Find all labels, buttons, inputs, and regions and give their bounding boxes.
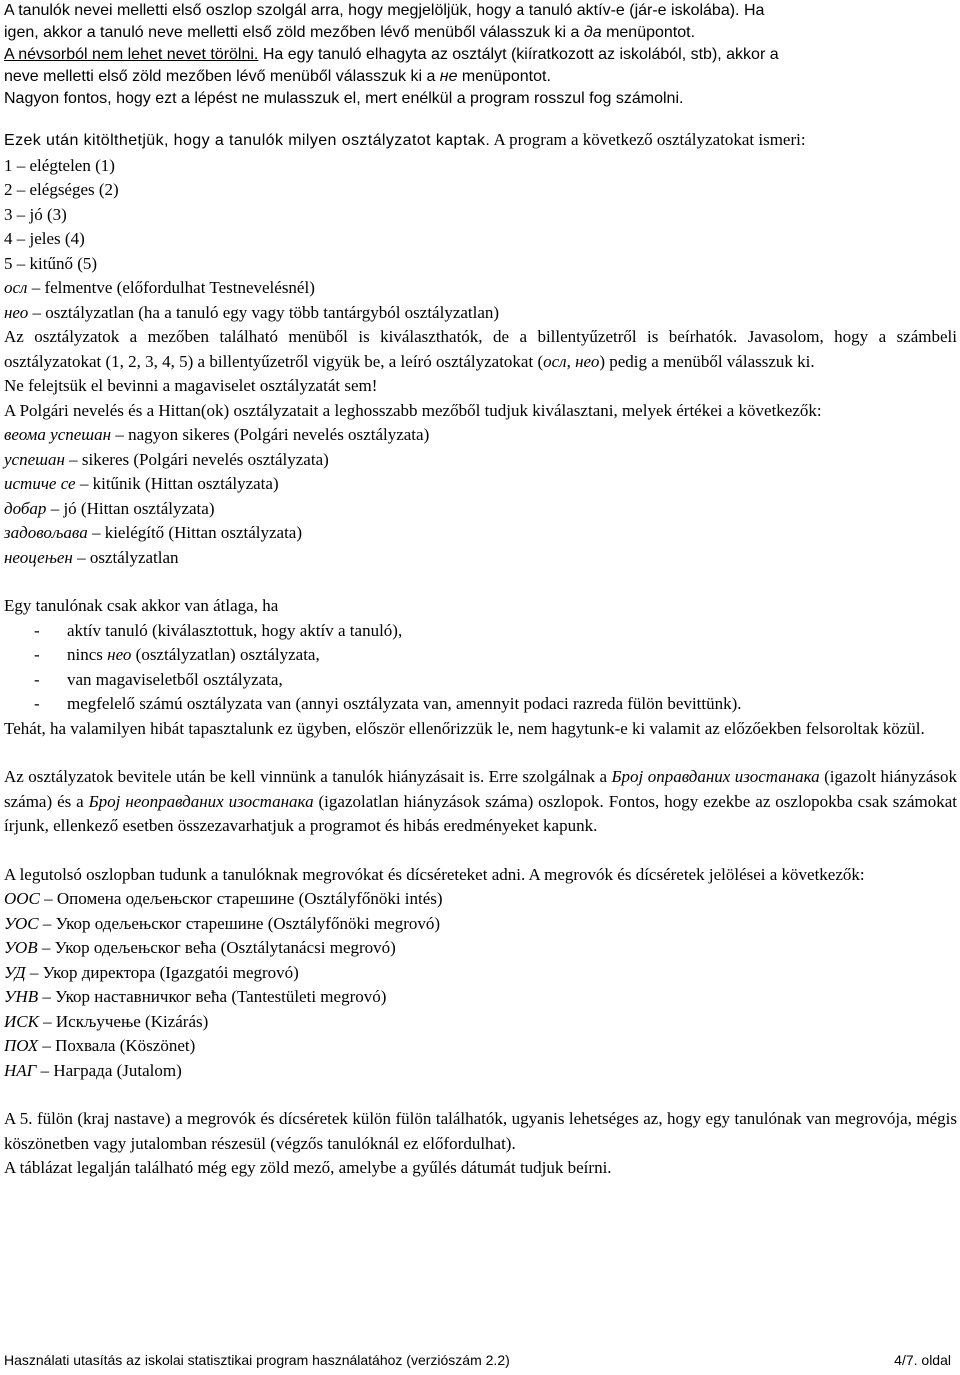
condition-text: aktív tanuló (kiválasztottuk, hogy aktív a tanuló), (67, 620, 403, 640)
condition-text: nincs (67, 645, 108, 664)
religion-desc: – jó (Hittan osztályzata) (46, 498, 215, 518)
religion-desc: – kitűnik (Hittan osztályzata) (75, 474, 279, 493)
absence-text: (igazolt hiányzások száma) és a (4, 767, 957, 811)
intro-text: neve melletti első zöld mezőben lévő menüből válasszuk ki a (4, 68, 440, 85)
intro-line-3 (4, 44, 957, 66)
religion-desc: – sikeres (Polgári nevelés osztályzata) (64, 449, 329, 469)
civic-religion-intro: A Polgári nevelés és a Hittan(ok) osztályzatait a leghosszabb mezőből tudjuk kiválasztani, melyek értékei a következők: (4, 400, 822, 420)
religion-term: успешан (4, 449, 65, 469)
praise-item (4, 936, 957, 961)
praise-abbr: НАГ (4, 1060, 37, 1080)
praise-desc: – Искључење (Kizárás) (38, 1011, 209, 1031)
praise-desc: – Укор наставничког већа (Tantestületi megrovó) (38, 987, 387, 1006)
praise-desc: – Награда (Jutalom) (36, 1060, 182, 1080)
grade-item-osl (4, 276, 957, 301)
praise-abbr: УД (4, 962, 26, 982)
document-page (4, 0, 957, 1181)
praise-item (4, 1059, 957, 1084)
religion-term: добар (4, 498, 47, 518)
religion-grade-list (4, 423, 957, 570)
delete-warning: A névsorból nem lehet nevet törölni. (4, 46, 259, 63)
condition-text: van magaviseletből osztályzata, (67, 669, 283, 689)
praise-desc: – Укор директора (Igazgatói megrovó) (25, 962, 299, 982)
footer-title: Használati utasítás az iskolai statisztikai program használatához (verziószám 2.2) (4, 1352, 510, 1368)
religion-grade-item (4, 546, 957, 571)
religion-term: веома успешан (4, 425, 112, 444)
praise-list (4, 887, 957, 1083)
grades-paragraph (4, 325, 957, 374)
absence-text: (igazolatlan hiányzások száma) oszlopok. Fontos, hogy ezekbe az oszlopokba csak számokat írjunk, ellenkező esetben összezavarhatjuk a programot és hibás eredményeket kapunk. (4, 791, 958, 835)
grade-desc: – osztályzatlan (ha a tanuló egy vagy több tantárgyból osztályzatlan) (28, 302, 500, 322)
praise-abbr: ООС (4, 889, 40, 908)
religion-grade-item (4, 497, 957, 522)
intro-line-4 (4, 66, 957, 88)
grade-item: 1 – elégtelen (1) (4, 155, 115, 175)
religion-grade-item (4, 423, 957, 448)
intro-section (4, 0, 957, 110)
religion-term: истиче се (4, 474, 76, 493)
grades-list (4, 154, 957, 326)
body-section (4, 128, 957, 1181)
page-footer (4, 1352, 951, 1368)
average-condition: - megfelelő számú osztályzata van (annyi osztályzata van, amennyit podaci razreda fülön bevittünk). (34, 694, 742, 713)
intro-text: menüpontot. (601, 24, 696, 41)
conduct-reminder: Ne felejtsük el bevinni a magaviselet osztályzatát sem! (4, 376, 378, 395)
grades-intro-a: Ezek után kitölthetjük, hogy a tanulók milyen osztályzatot kaptak. (4, 132, 491, 149)
grades-text: ) pedig a menüből válasszuk ki. (599, 351, 815, 371)
religion-grade-item (4, 448, 957, 473)
grade-item: 4 – jeles (4) (4, 229, 85, 248)
praise-abbr: УОС (4, 913, 39, 933)
grade-item-neo (4, 301, 957, 326)
closing-paragraph: A 5. fülön (kraj nastave) a megrovók és dícséretek külön fülön találhatók, ugyanis lehetséges az, hogy egy tanulónak van megrovója, mégis köszönetben vagy jutalomban részesül (végzős tanulóknál ez előfordulhat). (4, 1109, 957, 1153)
religion-desc: – nagyon sikeres (Polgári nevelés osztályzata) (111, 425, 430, 444)
religion-grade-item (4, 472, 957, 497)
grade-item: 3 – jó (3) (4, 204, 67, 224)
average-condition: - van magaviseletből osztályzata, (34, 669, 283, 689)
page-number: 4/7. oldal (894, 1352, 951, 1368)
condition-text: megfelelő számú osztályzata van (annyi osztályzata van, amennyit podaci razreda fülön bevittünk). (67, 694, 742, 713)
unjustified-absences-term: Број неоправданих изостанака (88, 791, 314, 811)
grades-text: , (566, 351, 576, 371)
neo-term: нео (4, 302, 29, 322)
praise-abbr: УОВ (4, 938, 38, 957)
praise-abbr: ПОХ (4, 1036, 39, 1055)
praise-item (4, 985, 957, 1010)
average-conditions-list (4, 619, 957, 717)
praise-desc: – Укор одељењског старешине (Osztályfőnöki megrovó) (38, 913, 441, 933)
osl-term: осл (4, 278, 28, 297)
grades-intro (4, 128, 957, 154)
intro-text: igen, akkor a tanuló neve melletti első zöld mezőben lévő menüből válasszuk ki a (4, 24, 584, 41)
grades-intro-b: A program a következő osztályzatokat ismeri: (490, 130, 806, 149)
praise-item (4, 912, 957, 937)
average-condition: - nincs нео (osztályzatlan) osztályzata, (34, 645, 320, 664)
grade-desc: – felmentve (előfordulhat Testnevelésnél) (27, 278, 315, 297)
neo-term: нео (107, 645, 132, 664)
religion-term: задовољава (4, 523, 88, 542)
praise-item (4, 1010, 957, 1035)
religion-grade-item (4, 521, 957, 546)
ne-term: не (439, 68, 458, 85)
grades-text: Az osztályzatok a mezőben található menüből is kiválaszthatók, de a billentyűzetről is beírhatók. Javasolom, hogy a számbeli osztályzatokat (1, 2, 3, 4, 5) a billentyűzetről vigyük be, a leíró osztályzatokat ( (4, 327, 957, 371)
osl-term: осл (543, 351, 567, 371)
justified-absences-term: Број оправданих изостанака (611, 767, 820, 786)
absence-paragraph (4, 765, 957, 839)
da-term: да (583, 24, 602, 41)
intro-line-1: A tanulók nevei melletti első oszlop szolgál arra, hogy megjelöljük, hogy a tanuló aktív-e (jár-e iskolába). Ha (4, 2, 765, 19)
praise-abbr: УНВ (4, 987, 39, 1006)
closing-date-note: A táblázat legalján található még egy zöld mező, amelybe a gyűlés dátumát tudjuk beírni. (4, 1158, 612, 1177)
praise-desc: – Укор одељењског већа (Osztálytanácsi megrovó) (37, 938, 396, 957)
praise-abbr: ИСК (4, 1011, 39, 1031)
intro-line-5: Nagyon fontos, hogy ezt a lépést ne mulasszuk el, mert enélkül a program rosszul fog számolni. (4, 90, 684, 107)
religion-desc: – osztályzatlan (72, 547, 179, 567)
condition-text: (osztályzatlan) osztályzata, (131, 645, 320, 664)
religion-term: неоцењен (4, 547, 73, 567)
neo-term: нео (575, 351, 600, 371)
praise-item (4, 961, 957, 986)
intro-line-2 (4, 22, 957, 44)
praise-item (4, 1034, 957, 1059)
praise-desc: – Похвала (Köszönet) (38, 1036, 196, 1055)
average-condition: - aktív tanuló (kiválasztottuk, hogy aktív a tanuló), (34, 620, 403, 640)
religion-desc: – kielégítő (Hittan osztályzata) (87, 523, 303, 542)
praise-item (4, 887, 957, 912)
praise-desc: – Опомена одељењског старешине (Osztályfőnöki intés) (39, 889, 443, 908)
average-after: Tehát, ha valamilyen hibát tapasztalunk ez ügyben, először ellenőrizzük le, nem hagytunk-e ki valamit az előzőekben felsoroltak közül. (4, 718, 925, 738)
intro-text: Ha egy tanuló elhagyta az osztályt (kiíratkozott az iskolából, stb), akkor a (258, 46, 779, 63)
average-intro: Egy tanulónak csak akkor van átlaga, ha (4, 596, 279, 615)
praise-intro: A legutolsó oszlopban tudunk a tanulóknak megrovókat és dícséreteket adni. A megrovók és dícséretek jelölései a következők: (4, 864, 865, 884)
absence-text: Az osztályzatok bevitele után be kell vinnünk a tanulók hiányzásait is. Erre szolgálnak a (4, 767, 612, 786)
intro-text: menüpontot. (457, 68, 551, 85)
grade-item: 5 – kitűnő (5) (4, 253, 98, 273)
grade-item: 2 – elégséges (2) (4, 180, 119, 199)
